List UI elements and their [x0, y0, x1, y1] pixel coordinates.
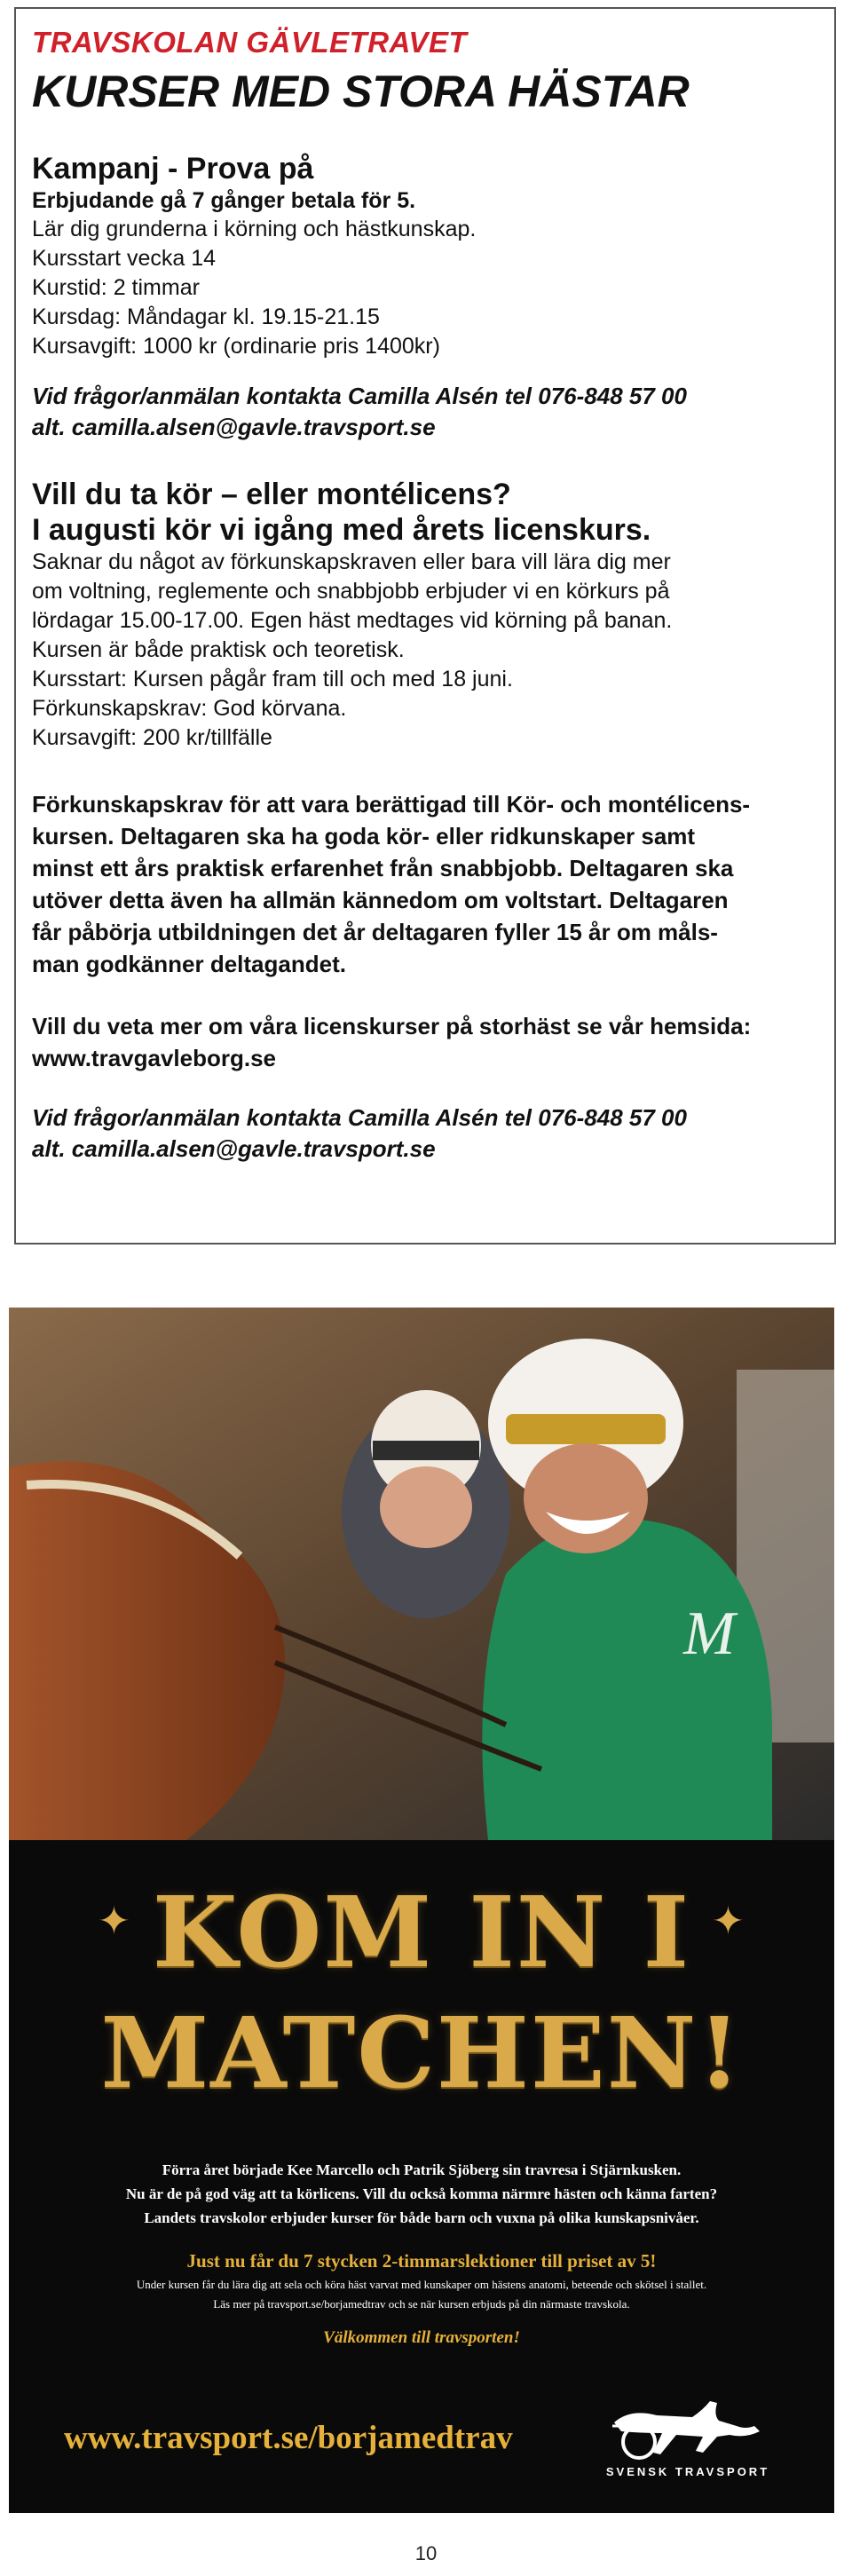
- license-line: Kursavgift: 200 kr/tillfälle: [32, 725, 272, 750]
- website-link[interactable]: www.travgavleborg.se: [32, 1045, 277, 1071]
- license-contact: Vid frågor/anmälan kontakta Camilla Alsén tel 076-848 57 00: [32, 1104, 687, 1131]
- horse-and-sulky-icon: [604, 2390, 772, 2463]
- license-contact-email[interactable]: alt. camilla.alsen@gavle.travsport.se: [32, 1135, 436, 1162]
- harness-racing-photo: [9, 1308, 834, 1840]
- ad-url-link[interactable]: www.travsport.se/borjamedtrav: [64, 2420, 513, 2456]
- logo-text: SVENSK TRAVSPORT: [605, 2465, 770, 2478]
- svensk-travsport-logo: [604, 2390, 772, 2479]
- star-icon: ✦: [712, 1900, 745, 1943]
- requirements-line: utöver detta även ha allmän kännedom om voltstart. Deltagaren: [32, 887, 729, 913]
- campaign-line: Kursstart vecka 14: [32, 246, 217, 271]
- page-number: 10: [414, 2542, 438, 2564]
- license-subtitle: I augusti kör vi igång med årets licenskurs.: [32, 513, 651, 547]
- campaign-contact-email[interactable]: alt. camilla.alsen@gavle.travsport.se: [32, 414, 436, 440]
- requirements-line: Förkunskapskrav för att vara berättigad till Kör- och montélicens-: [32, 791, 751, 818]
- campaign-line: Kursdag: Måndagar kl. 19.15-21.15: [32, 304, 380, 329]
- ad-welcome: Välkommen till travsporten!: [323, 2328, 520, 2347]
- requirements-line: får påbörja utbildningen det år deltagaren fyller 15 år om måls-: [32, 919, 718, 945]
- ad-title-line-2: MATCHEN!: [100, 1995, 743, 2110]
- more-info: Vill du veta mer om våra licenskurser på storhäst se vår hemsida:: [32, 1013, 752, 1039]
- ad-offer: Just nu får du 7 stycken 2-timmarslektioner till priset av 5!: [186, 2250, 657, 2272]
- kom-in-i-matchen-ad: [9, 1840, 834, 2513]
- star-icon: ✦: [98, 1900, 130, 1943]
- ad-intro: Förra året började Kee Marcello och Patrik Sjöberg sin travresa i Stjärnkusken.: [162, 2161, 682, 2178]
- ad-small-text: Under kursen får du lära dig att sela och köra häst varvat med kunskaper om hästens anatomi, beteende och skötsel i stallet.: [136, 2278, 707, 2291]
- kicker: TRAVSKOLAN GÄVLETRAVET: [32, 26, 468, 59]
- license-line: lördagar 15.00-17.00. Egen häst medtages vid körning på banan.: [32, 608, 673, 633]
- headline: KURSER MED STORA HÄSTAR: [32, 67, 690, 116]
- license-line: Kursstart: Kursen pågår fram till och med 18 juni.: [32, 667, 513, 691]
- license-line: Förkunskapskrav: God körvana.: [32, 696, 347, 721]
- drivers-illustration: [9, 1308, 834, 1840]
- ad-small-text: Läs mer på travsport.se/borjamedtrav och se när kursen erbjuds på din närmaste travskola.: [213, 2297, 630, 2311]
- ad-intro: Landets travskolor erbjuder kurser för både barn och vuxna på olika kunskapsnivåer.: [144, 2209, 699, 2226]
- campaign-line: Kurstid: 2 timmar: [32, 275, 200, 300]
- campaign-contact: Vid frågor/anmälan kontakta Camilla Alsén tel 076-848 57 00: [32, 383, 687, 409]
- requirements-line: minst ett års praktisk erfarenhet från snabbjobb. Deltagaren ska: [32, 855, 734, 881]
- campaign-line: Lär dig grunderna i körning och hästkunskap.: [32, 217, 477, 241]
- license-line: Saknar du något av förkunskapskraven eller bara vill lära dig mer: [32, 549, 671, 574]
- requirements-line: kursen. Deltagaren ska ha goda kör- eller ridkunskaper samt: [32, 823, 696, 849]
- course-info-box: [14, 7, 836, 1245]
- license-title: Vill du ta kör – eller montélicens?: [32, 478, 511, 511]
- ad-title-line-1: KOM IN I: [152, 1875, 691, 1989]
- svg-text:M: M: [683, 1600, 736, 1668]
- ad-intro: Nu är de på god väg att ta körlicens. Vill du också komma närmre hästen och känna farten?: [125, 2185, 718, 2202]
- campaign-title: Kampanj - Prova på: [32, 152, 314, 186]
- license-line: Kursen är både praktisk och teoretisk.: [32, 637, 405, 662]
- campaign-offer: Erbjudande gå 7 gånger betala för 5.: [32, 188, 416, 213]
- requirements-line: man godkänner deltagandet.: [32, 951, 346, 977]
- campaign-line: Kursavgift: 1000 kr (ordinarie pris 1400kr): [32, 334, 440, 359]
- license-line: om voltning, reglemente och snabbjobb erbjuder vi en körkurs på: [32, 579, 670, 604]
